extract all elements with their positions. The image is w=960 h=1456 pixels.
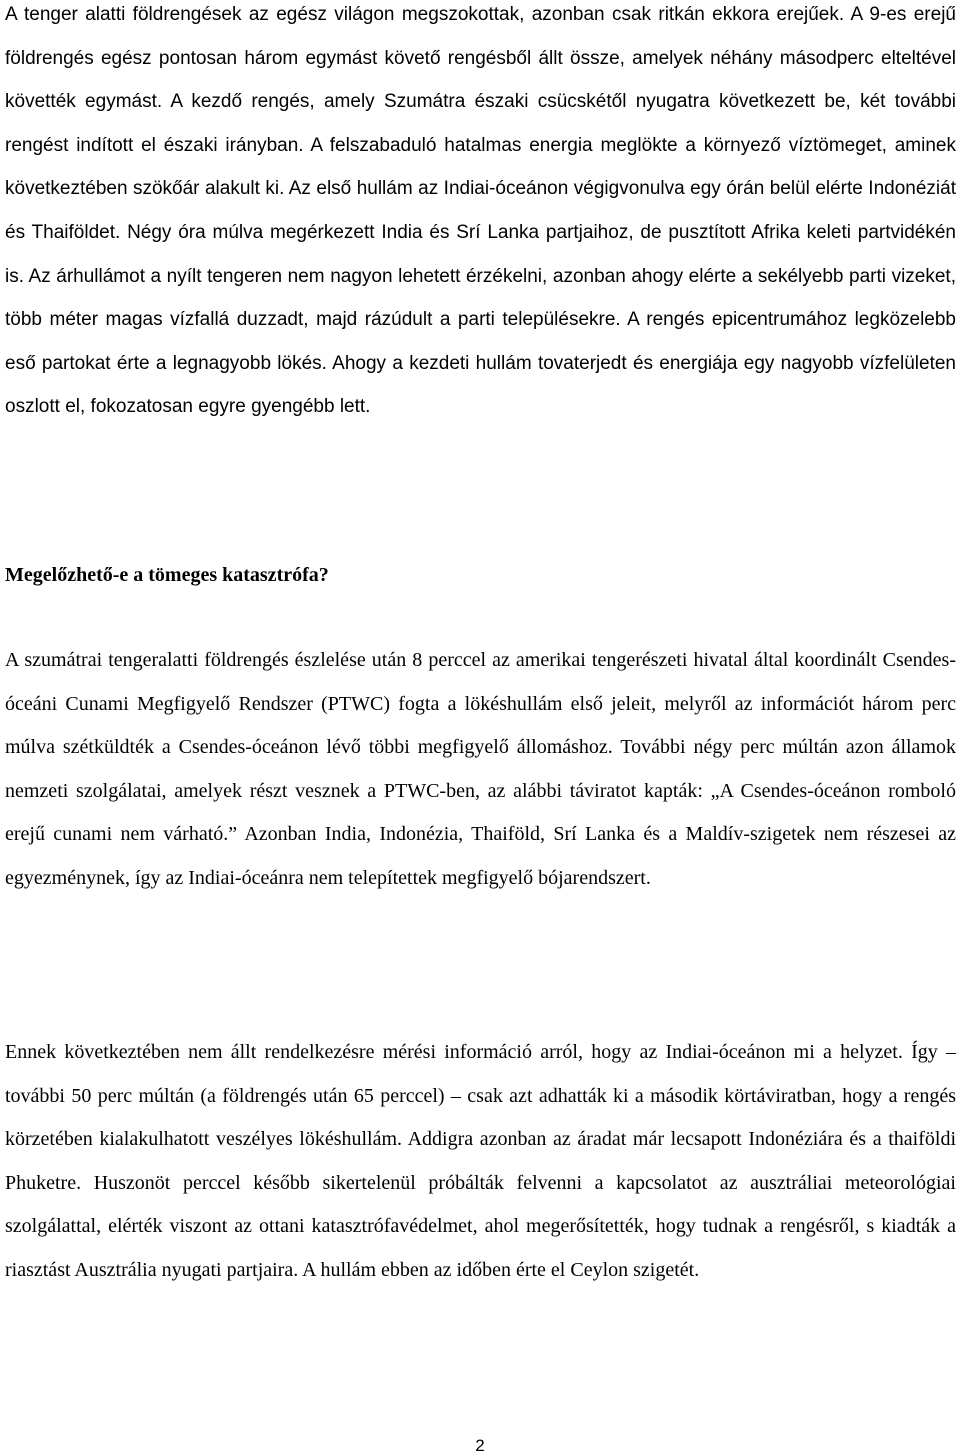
body-paragraph-3: Ennek következtében nem állt rendelkezésre mérési információ arról, hogy az Indiai-óceánon mi a helyzet. Így – további 50 perc múltán (a földrengés után 65 perccel) – csak azt adhatták ki a második körtáviratban, hogy a rengés körzetében kialakulhatott veszélyes lökéshullám. Addigra azonban az áradat már lecsapott Indonéziára és a thaiföldi Phuketre. Huszonöt perccel később sikertelenül próbálták felvenni a kapcsolatot az ausztráliai meteorológiai szolgálattal, elérték viszont az ottani katasztrófavédelmet, ahol megerősítették, hogy tudnak a rengésről, s kiadták a riasztást Ausztrália nyugati partjaira. A hullám ebben az időben érte el Ceylon szigetét. [5, 1041, 956, 1281]
body-paragraph-1: A tenger alatti földrengések az egész világon megszokottak, azonban csak ritkán ekkora erejűek. A 9-es erejű földrengés egész pontosan három egymást követő rengésből állt össze, amelyek néhány másodperc elteltével követték egymást. A kezdő rengés, amely Szumátra északi csücskétől nyugatra következett be, két további rengést indított el északi irányban. A felszabaduló hatalmas energia meglökte a környező víztömeget, aminek következtében szökőár alakult ki. Az első hullám az Indiai-óceánon végigvonulva egy órán belül elérte Indonéziát és Thaiföldet. Négy óra múlva megérkezett India és Srí Lanka partjaihoz, de pusztított Afrika keleti partvidékén is. Az árhullámot a nyílt tengeren nem nagyon lehetett érzékelni, azonban ahogy elérte a sekélyebb parti vizeket, több méter magas vízfallá duzzadt, majd rázúdult a parti településekre. A rengés epicentrumához legközelebb eső partokat érte a legnagyobb lökés. Ahogy a kezdeti hullám tovaterjedt és energiája egy nagyobb vízfelületen oszlott el, fokozatosan egyre gyengébb lett. [5, 4, 956, 418]
section-heading: Megelőzhető-e a tömeges katasztrófa? [5, 564, 329, 586]
page-number: 2 [475, 1436, 485, 1455]
body-paragraph-2: A szumátrai tengeralatti földrengés észlelése után 8 perccel az amerikai tengerészeti hivatal által koordinált Csendes-óceáni Cunami Megfigyelő Rendszer (PTWC) fogta a lökéshullám első jeleit, melyről az információt három perc múlva szétküldték a Csendes-óceánon lévő többi megfigyelő állomáshoz. További négy perc múltán azon államok nemzeti szolgálatai, amelyek részt vesznek a PTWC-ben, az alábbi táviratot kapták: „A Csendes-óceánon romboló erejű cunami nem várható.” Azonban India, Indonézia, Thaiföld, Srí Lanka és a Maldív-szigetek nem részesei az egyezménynek, így az Indiai-óceánra nem telepítettek megfigyelő bójarendszert. [5, 649, 956, 889]
